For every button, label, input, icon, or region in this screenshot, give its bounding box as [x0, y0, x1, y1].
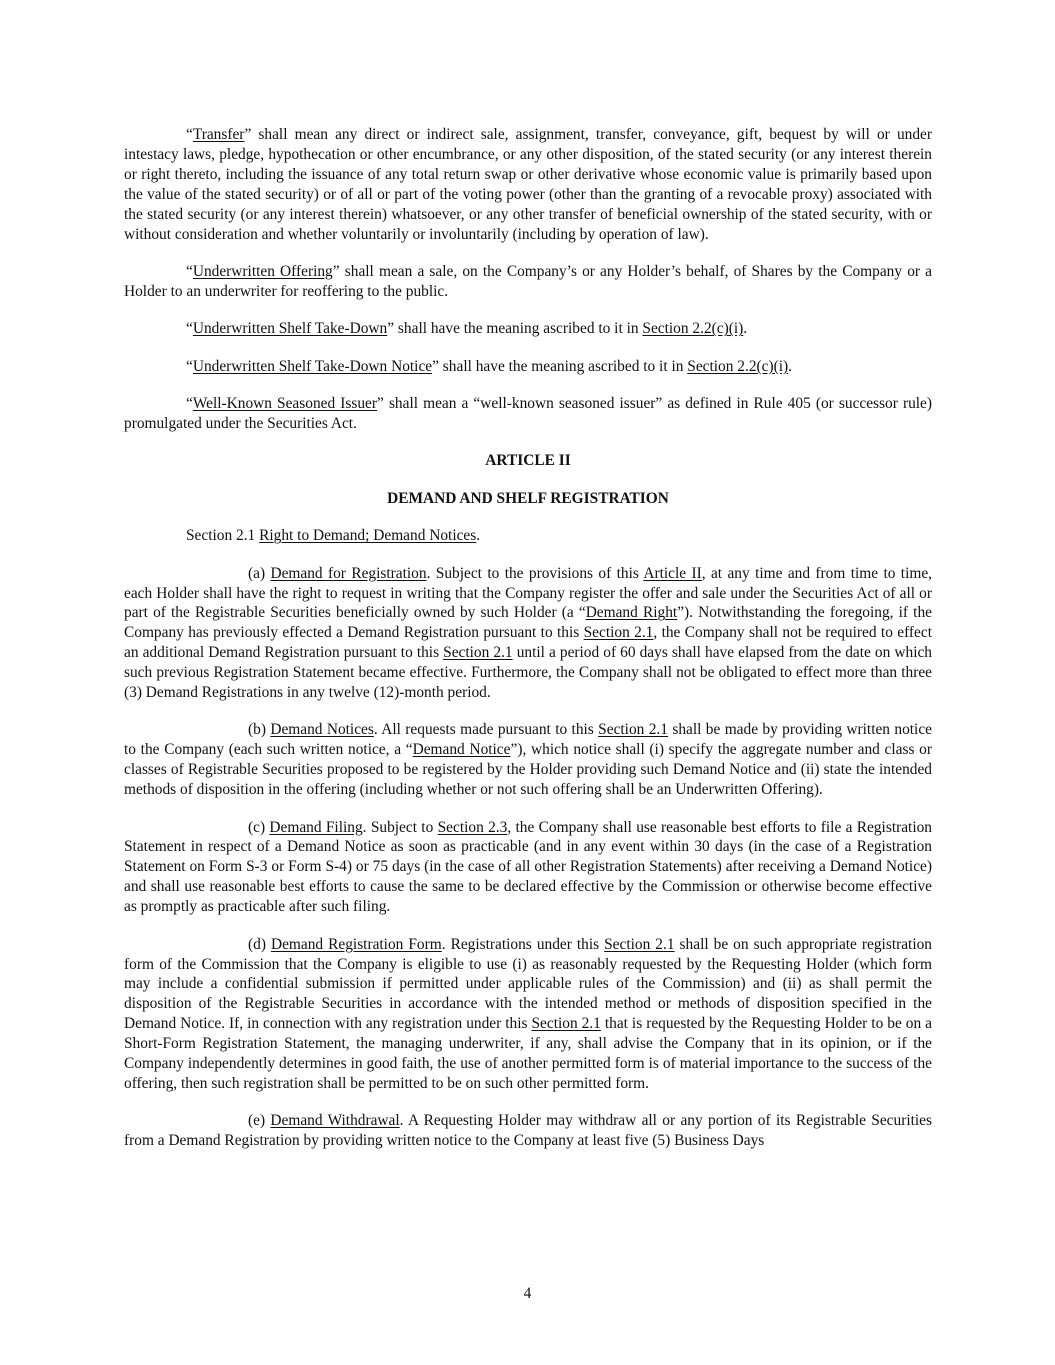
defined-term: Transfer [192, 126, 245, 143]
definition-shelf-take-down [124, 319, 932, 339]
section-reference: Section 2.2(c)(i) [642, 320, 744, 338]
definition-wksi [124, 394, 932, 434]
clause-label: (d) [248, 935, 271, 953]
clause-title: Demand Registration Form [270, 935, 442, 953]
open-quote: “ [186, 262, 193, 280]
definition-text: shall have the meaning ascribed to it in [438, 357, 688, 375]
clause-text: ”), which notice shall (i) specify the aggregate number and class or classes of Registrable Securities proposed to be registered by the Holder providing such Demand Notice and (ii) state the intended methods of disposition in the offering (including whether or not such offering shall be an Underwritten Offering). [124, 741, 933, 799]
page-number: 4 [523, 1285, 532, 1302]
defined-term: Underwritten Shelf Take-Down Notice [192, 357, 433, 375]
defined-term: Underwritten Offering [192, 262, 333, 280]
article-title: DEMAND AND SHELF REGISTRATION [387, 489, 669, 507]
close-quote: ” [432, 357, 439, 375]
close-quote: ” [377, 395, 384, 413]
close-quote: ” [332, 262, 340, 280]
clause-a [124, 564, 932, 703]
clause-text: until a period of 60 days shall have elapsed from the date on which such previous Registration Statement became effective. Furthermore, the Company shall not be obligated to effect more than three (3) Demand Registrations in any twelve (12)-month period. [124, 644, 932, 702]
clause-text: shall be made by providing written notice to the Company (each such written notice, a “ [124, 721, 932, 759]
section-reference: Section 2.1 [583, 624, 654, 642]
clause-text: ”). Notwithstanding the foregoing, if the Company has previously effected a Demand Registration pursuant to this [124, 604, 932, 642]
section-label: Section 2.1 [186, 527, 260, 545]
clause-text: , the Company shall use reasonable best efforts to file a Registration Statement in respect of a Demand Notice as soon as practicable (and in any event within 30 days (in the case of a Registration Statement on Form S-3 or Form S-4) or 75 days (in the case of all other Registration Statements) after receiving a Demand Notice) and shall use reasonable best efforts to cause the same to be declared effective by the Commission or otherwise become effective as promptly as practicable after such filing. [124, 818, 932, 916]
definition-text: shall mean a “well-known seasoned issuer” as defined in Rule 405 (or successor rule) promulgated under the Securities Act. [124, 395, 932, 432]
open-quote: “ [186, 320, 193, 338]
open-quote: “ [186, 395, 193, 413]
section-heading [124, 526, 932, 546]
defined-term: Demand Notice [412, 741, 511, 759]
clause-c [124, 818, 932, 918]
close-quote: ” [387, 320, 395, 338]
definition-underwritten-offering [124, 262, 932, 302]
definition-shelf-take-down-notice [124, 357, 932, 377]
clause-text: , the Company shall not be required to effect an additional Demand Registration pursuant to this [124, 624, 932, 662]
open-quote: “ [186, 357, 193, 375]
open-quote: “ [186, 126, 193, 143]
clause-text: . Subject to [362, 818, 438, 836]
definition-text: shall mean a sale, on the Company’s or any Holder’s behalf, of Shares by the Company or a Holder to an underwriter for reoffering to the public. [124, 262, 932, 300]
section-reference: Section 2.1 [531, 1015, 601, 1033]
clause-b [124, 720, 932, 800]
clause-text: . Registrations under this [441, 935, 605, 953]
section-reference: Section 2.1 [604, 935, 675, 953]
clause-label: (a) [248, 564, 271, 582]
clause-text: that is requested by the Requesting Holder to be on a Short-Form Registration Statement, the managing underwriter, if any, shall advise the Company that in its opinion, or if the Company independently determines in good faith, the use of another permitted form is of material importance to the success of the offering, then such registration shall be permitted to be on such other permitted form. [124, 1015, 932, 1092]
section-title: Right to Demand; Demand Notices [259, 527, 477, 545]
clause-title: Demand for Registration [270, 564, 427, 582]
clause-title: Demand Withdrawal [270, 1112, 400, 1130]
clause-label: (b) [248, 721, 271, 739]
article-number: ARTICLE II [485, 452, 571, 470]
section-reference: Section 2.2(c)(i) [687, 357, 789, 375]
section-reference: Section 2.1 [443, 644, 513, 662]
sentence-end: . [743, 320, 748, 338]
clause-text: , at any time and from time to time, each Holder shall have the right to request in writing that the Company register the offer and sale under the Securities Act of all or part of the Registrable Securities beneficially owned by such Holder (a “ [124, 564, 933, 622]
definition-text: shall have the meaning ascribed to it in [394, 320, 643, 338]
defined-term: Demand Right [585, 604, 678, 622]
clause-title: Demand Filing [269, 818, 363, 836]
clause-text: . All requests made pursuant to this [373, 721, 599, 739]
sentence-end: . [788, 357, 792, 375]
clause-text: . A Requesting Holder may withdraw all or any portion of its Registrable Securities from a Demand Registration by providing written notice to the Company at least five (5) Business Days [124, 1112, 932, 1150]
defined-term: Underwritten Shelf Take-Down [192, 320, 388, 338]
document-page [124, 125, 932, 1169]
clause-text: shall be on such appropriate registration form of the Commission that the Company is eligible to use (i) as reasonably requested by the Requesting Holder (which form may include a confidential submission if permitted under applicable rules of the Commission) and (ii) as shall permit the disposition of the Registrable Securities in accordance with the intended method or methods of disposition specified in the Demand Notice. If, in connection with any registration under this [124, 935, 932, 1033]
clause-d [124, 935, 932, 1094]
clause-title: Demand Notices [270, 721, 374, 739]
definition-text: shall mean any direct or indirect sale, assignment, transfer, conveyance, gift, bequest by will or under intestacy laws, pledge, hypothecation or other encumbrance, or any other disposition, of the stated security (or any interest therein or right thereto, including the issuance of any total return swap or other derivative whose economic value is primarily based upon the value of the stated security) or of all or part of the voting power (other than the granting of a revocable proxy) associated with the stated security (or any interest therein) whatsoever, or any other transfer of beneficial ownership of the stated security, with or without consideration and whether voluntarily or involuntarily (including by operation of law). [124, 126, 932, 243]
clause-text: . Subject to the provisions of this [426, 564, 644, 582]
clause-label: (e) [248, 1112, 271, 1130]
defined-term: Well-Known Seasoned Issuer [192, 395, 378, 413]
clause-e [124, 1111, 932, 1151]
clause-label: (c) [248, 818, 270, 836]
section-reference: Section 2.3 [437, 818, 508, 836]
section-reference: Section 2.1 [598, 721, 668, 739]
section-reference: Article II [643, 564, 702, 582]
sentence-end: . [476, 527, 481, 545]
close-quote: ” [244, 126, 252, 143]
definition-transfer [124, 125, 932, 244]
